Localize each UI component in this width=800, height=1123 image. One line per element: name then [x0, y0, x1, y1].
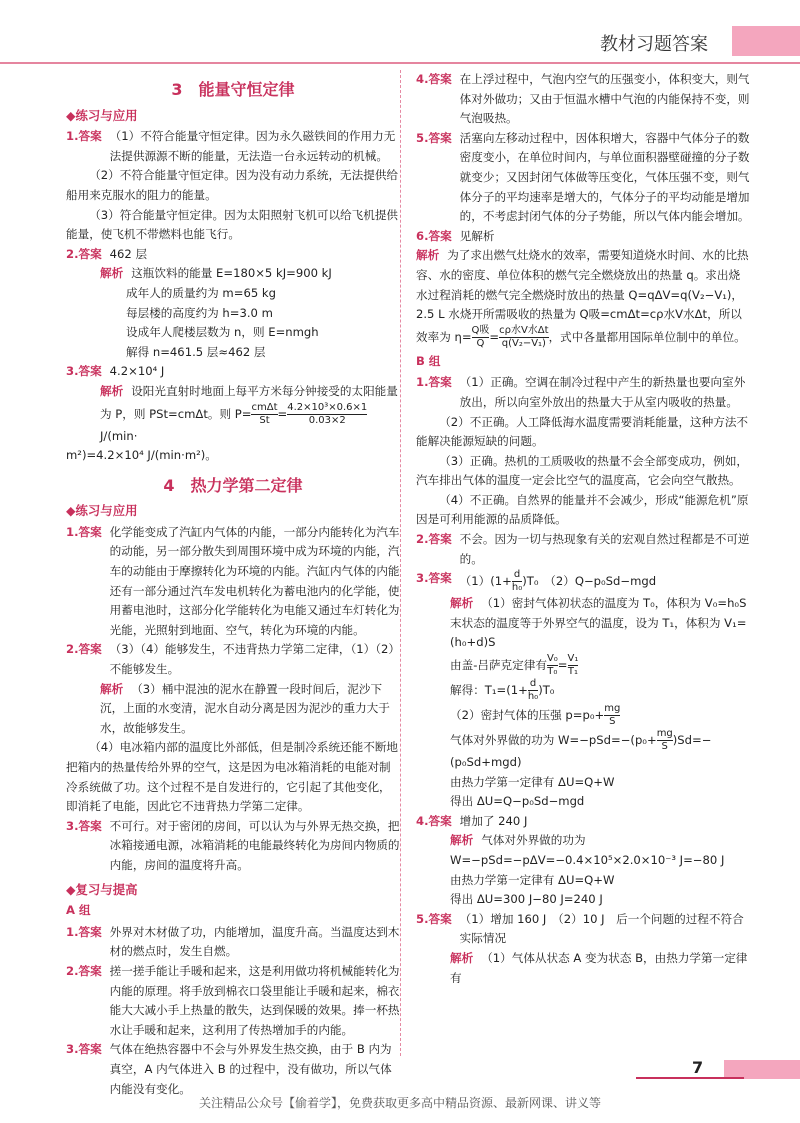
frac-numerator: mg: [656, 728, 673, 740]
formula-fraction: [512, 569, 522, 594]
frac-numerator: V₁: [567, 653, 579, 665]
answer-text: 在上浮过程中，气泡内空气的压强变小，体积变大，则气体对外做功；又由于恒温水槽中气泡的内能保持不变，则气泡吸热。: [459, 72, 750, 126]
answer-item: [66, 1040, 400, 1099]
frac-denominator: h₀: [511, 582, 523, 594]
answer-tag: 3.答案: [416, 571, 452, 586]
group-heading: B 组: [416, 353, 441, 368]
analysis-formula: [416, 703, 750, 728]
section-title: 4 热力学第二定律: [163, 475, 303, 495]
answer-item: [416, 812, 750, 832]
answer-item: [416, 569, 750, 594]
analysis-text: （1）气体从状态 A 变为状态 B，由热力学第一定律有: [450, 950, 748, 985]
analysis-text: 气体对外界做的功为 W=−pSd=−pΔV=−0.4×10⁵×2.0×10⁻³ J=−80 J: [450, 833, 725, 867]
analysis-tag: 解析: [416, 248, 440, 263]
answer-text: （3）（4）能够发生，不违背热力学第二定律，（1）（2）不能够发生。: [109, 642, 395, 677]
answer-text: 不可行。对于密闭的房间，可以认为与外界无热交换，把冰箱接通电源，冰箱消耗的电能最终转化为房间内物质的内能，房间的温度将升高。: [109, 818, 400, 872]
answer-item: [66, 817, 400, 876]
analysis-text: 为了求出燃气灶烧水的效率，需要知道烧水时间、水的比热容、水的密度、单位体积的燃气完全燃烧放出的热量 q。求出烧水过程消耗的燃气完全燃烧时放出的热量 Q=qΔV=q(V₂−V₁)，2.5 L 水烧开所需吸收的热量为 Q吸=cmΔt=cρ水V水Δt，所以效率为 η=: [416, 248, 749, 344]
section-title: 3 能量守恒定律: [171, 80, 295, 99]
subsection-heading: ◆复习与提高: [66, 881, 138, 897]
analysis-tag: 解析: [450, 596, 474, 611]
answer-item: [416, 910, 750, 949]
analysis-text: （2）密封气体的压强 p=p₀+: [450, 708, 605, 723]
answer-tag: 1.答案: [416, 375, 452, 390]
analysis-text: 解得 n=461.5 层≈462 层: [126, 344, 266, 359]
analysis-tag: 解析: [450, 950, 474, 965]
answer-text: 气体在绝热容器中不会与外界发生热交换，由于 B 内为真空，A 内气体进入 B 的过程中，没有做功，所以气体内能没有变化。: [109, 1042, 392, 1096]
footer-note: 关注精品公众号【偷着学】，免费获取更多高中精品资源、最新网课、讲义等: [198, 1096, 601, 1110]
frac-denominator: Q: [472, 337, 490, 350]
answer-text: 4.2×10⁴ J: [109, 364, 165, 379]
frac-numerator: V₀: [546, 653, 558, 665]
frac-numerator: Q吸: [471, 324, 490, 336]
answer-tag: 5.答案: [416, 911, 452, 926]
analysis-block: [416, 594, 750, 614]
analysis-text: )T₀: [538, 683, 555, 698]
equals-sign: =: [557, 658, 568, 673]
analysis-tag: 解析: [100, 681, 124, 696]
answer-tag: 2.答案: [66, 246, 102, 261]
analysis-block: [66, 382, 400, 446]
analysis-text: 由热力学第一定律有 ΔU=Q+W: [450, 872, 615, 887]
formula-fraction: [547, 653, 558, 678]
analysis-tag: 解析: [100, 383, 124, 398]
analysis-text: J/(min·: [100, 428, 138, 443]
answer-text: 活塞向左移动过程中，因体积增大，容器中气体分子的数密度变小，在单位时间内，与单位面积器壁碰撞的分子数就变少；又因封闭气体做等压变化，气体压强不变，则气体分子的平均速率是增大的，气体分子的平均动能是增加的，不考虑封闭气体的分子势能，所以气体内能会增加。: [459, 130, 750, 224]
analysis-text: 得出 ΔU=300 J−80 J=240 J: [450, 892, 603, 907]
analysis-text: （3）桶中混浊的泥水在静置一段时间后，泥沙下沉，上面的水变清，泥水自动分离是因为泥沙的重力大于水，故能够发生。: [100, 681, 390, 735]
analysis-text: )Sd=−(p₀Sd+mgd): [450, 733, 712, 770]
analysis-block: [416, 949, 750, 988]
formula-fraction: [528, 678, 538, 703]
answer-item: [66, 640, 400, 679]
frac-denominator: q(V₂−V₁): [499, 337, 548, 350]
formula-fraction: [657, 728, 673, 753]
analysis-text: 这瓶饮料的能量 E=180×5 kJ=900 kJ: [131, 266, 332, 281]
answer-text: （1）增加 160 J （2）10 J 后一个问题的过程不符合实际情况: [459, 911, 744, 946]
frac-numerator: cmΔt: [251, 401, 278, 413]
answer-tag: 1.答案: [66, 924, 102, 939]
analysis-text: （1）密封气体初状态的温度为 T₀，体积为 V₀=h₀S: [481, 596, 747, 611]
analysis-text: 由热力学第一定律有 ΔU=Q+W: [450, 774, 615, 789]
analysis-text: 每层楼的高度约为 h=3.0 m: [126, 305, 273, 320]
subsection-heading: ◆练习与应用: [66, 107, 138, 123]
frac-numerator: mg: [604, 703, 621, 715]
left-column: [66, 70, 400, 1099]
answer-text: 搓一搓手能让手暖和起来，这是利用做功将机械能转化为内能的原理。将手放到棉衣口袋里能让手暖和起来，棉衣能大大减小手上热量的散失，达到保暖的效果。捧一杯热水让手暖和起来，这利用了传热增加手的内能。: [109, 963, 400, 1037]
answer-tag: 4.答案: [416, 72, 452, 86]
analysis-text: 解得：T₁=(1+: [450, 683, 528, 698]
answer-text: 462 层: [109, 246, 148, 261]
answer-text: 见解析: [459, 228, 495, 243]
analysis-item: [66, 264, 400, 284]
formula-fraction: [251, 402, 277, 427]
analysis-text: 设成年人爬楼层数为 n，则 E=nmgh: [126, 325, 319, 340]
analysis-formula: [416, 653, 750, 678]
answer-item: [66, 127, 400, 166]
answer-item: [66, 245, 400, 265]
answer-tag: 3.答案: [66, 364, 102, 379]
answer-text: )T₀ （2）Q−p₀Sd−mgd: [522, 574, 657, 589]
analysis-tag: 解析: [450, 833, 474, 848]
analysis-formula: [416, 678, 750, 703]
analysis-block: [416, 246, 750, 349]
formula-fraction: [499, 325, 548, 350]
answer-item: [66, 362, 400, 382]
formula-fraction: [472, 325, 490, 350]
answer-tag: 5.答案: [416, 130, 452, 145]
answer-tag: 2.答案: [66, 963, 102, 978]
answer-text: 外界对木材做了功，内能增加，温度升高。当温度达到木材的燃点时，发生自燃。: [109, 924, 400, 959]
frac-denominator: S: [604, 715, 620, 728]
answer-tag: 1.答案: [66, 524, 102, 539]
frac-numerator: d: [513, 569, 521, 581]
frac-numerator: 4.2×10³×0.6×1: [287, 401, 368, 413]
answer-item: [416, 129, 750, 227]
analysis-text: 得出 ΔU=Q−p₀Sd−mgd: [450, 794, 585, 809]
subsection-heading: ◆练习与应用: [66, 503, 138, 519]
answer-item: [66, 523, 400, 641]
group-heading: A 组: [66, 903, 91, 918]
answer-text: 不会。因为一切与热现象有关的宏观自然过程都是不可逆的。: [459, 532, 750, 566]
answer-tag: 2.答案: [66, 642, 102, 657]
frac-denominator: St: [251, 414, 277, 427]
answer-text: （2）不符合能量守恒定律。因为没有动力系统，无法提供给船用来克服水的阻力的能量。: [66, 168, 399, 202]
header-line: [0, 62, 800, 64]
answer-item: [416, 227, 750, 247]
answer-text: （1）(1+: [459, 574, 512, 589]
frac-denominator: T₀: [547, 666, 558, 678]
answer-tag: 3.答案: [66, 1042, 102, 1057]
answer-text: [460, 569, 656, 594]
frac-numerator: cρ水V水Δt: [499, 324, 549, 336]
formula-fraction: [287, 402, 367, 427]
header-tab: [732, 26, 800, 56]
analysis-text: m²)=4.2×10⁴ J/(min·m²)。: [66, 448, 217, 463]
frac-denominator: h₀: [527, 691, 539, 703]
analysis-tag: 解析: [100, 266, 124, 281]
answer-item: [416, 373, 750, 412]
equals-sign: =: [489, 329, 500, 344]
column-divider: [400, 70, 401, 1056]
answer-item: [416, 530, 750, 569]
analysis-text: 设阳光直射时地面上每平方米每分钟接受的太阳能量为 P，则 PSt=cmΔt。则 P=: [100, 383, 398, 421]
answer-item: [416, 70, 750, 129]
answer-text: （1）正确。空调在制冷过程中产生的新热量也要向室外放出，所以向室外放出的热量大于从室内吸收的热量。: [459, 375, 746, 409]
answer-tag: 1.答案: [66, 129, 102, 144]
answer-text: （1）不符合能量守恒定律。因为永久磁铁间的作用力无法提供源源不断的能量，无法造一台永远转动的机械。: [109, 129, 396, 163]
answer-text: 增加了 240 J: [459, 813, 528, 828]
analysis-block: [66, 680, 400, 739]
formula-fraction: [568, 653, 579, 678]
analysis-text: 气体对外界做的功为 W=−pSd=−(p₀+: [450, 733, 657, 748]
answer-tag: 6.答案: [416, 228, 452, 243]
analysis-formula: [416, 728, 750, 773]
formula-fraction: [604, 703, 620, 728]
right-column: [416, 70, 750, 988]
analysis-text: 末状态的温度等于外界空气的温度，设为 T₁，体积为 V₁=(h₀+d)S: [450, 615, 747, 650]
answer-text: （2）不正确。人工降低海水温度需要消耗能量，这种方法不能解决能源短缺的问题。: [416, 414, 749, 449]
equals-sign: =: [277, 406, 288, 421]
page-number-underline: [636, 1077, 744, 1079]
answer-text: 化学能变成了汽缸内气体的内能，一部分内能转化为汽车的动能，另一部分散失到周围环境中成为环境的内能，汽车的动能由于摩擦转化为环境的内能。汽缸内气体的内能还有一部分通过汽车发电机转化为蓄电池内的化学能，使用蓄电池时，这部分化学能转化为电能又通过车灯转化为光能，光照射到地面、空气，转化为环境的内能。: [109, 524, 400, 637]
answer-tag: 3.答案: [66, 818, 102, 833]
header-title: 教材习题答案: [600, 34, 708, 55]
frac-denominator: T₁: [567, 666, 578, 678]
analysis-text: （4）电冰箱内部的温度比外部低，但是制冷系统还能不断地把箱内的热量传给外界的空气，这是因为电冰箱消耗的电能对制冷系统做了功。这个过程不是自发进行的，它引起了其他变化，即消耗了电能，因此它不违背热力学第二定律。: [66, 740, 399, 814]
answer-tag: 4.答案: [416, 813, 452, 828]
frac-numerator: d: [529, 678, 537, 690]
answer-text: （4）不正确。自然界的能量并不会减少，形成“能源危机”原因是可利用能源的品质降低。: [416, 492, 749, 527]
answer-item: [66, 923, 400, 962]
frac-denominator: S: [657, 740, 673, 753]
analysis-text: 由盖-吕萨克定律有: [450, 658, 547, 673]
analysis-text: 成年人的质量约为 m=65 kg: [126, 285, 276, 300]
answer-tag: 2.答案: [416, 532, 452, 547]
page-number: 7: [692, 1058, 704, 1077]
answer-item: [66, 962, 400, 1040]
analysis-block: [416, 831, 750, 870]
analysis-text: ，式中各量都用国际单位制中的单位。: [548, 329, 746, 344]
answer-text: （3）符合能量守恒定律。因为太阳照射飞机可以给飞机提供能量，使飞机不带燃料也能飞行。: [66, 207, 399, 242]
frac-denominator: 0.03×2: [287, 414, 367, 427]
answer-text: （3）正确。热机的工质吸收的热量不会全部变成功，例如，汽车排出气体的温度一定会比空气的温度高，它会向空气散热。: [416, 453, 749, 488]
